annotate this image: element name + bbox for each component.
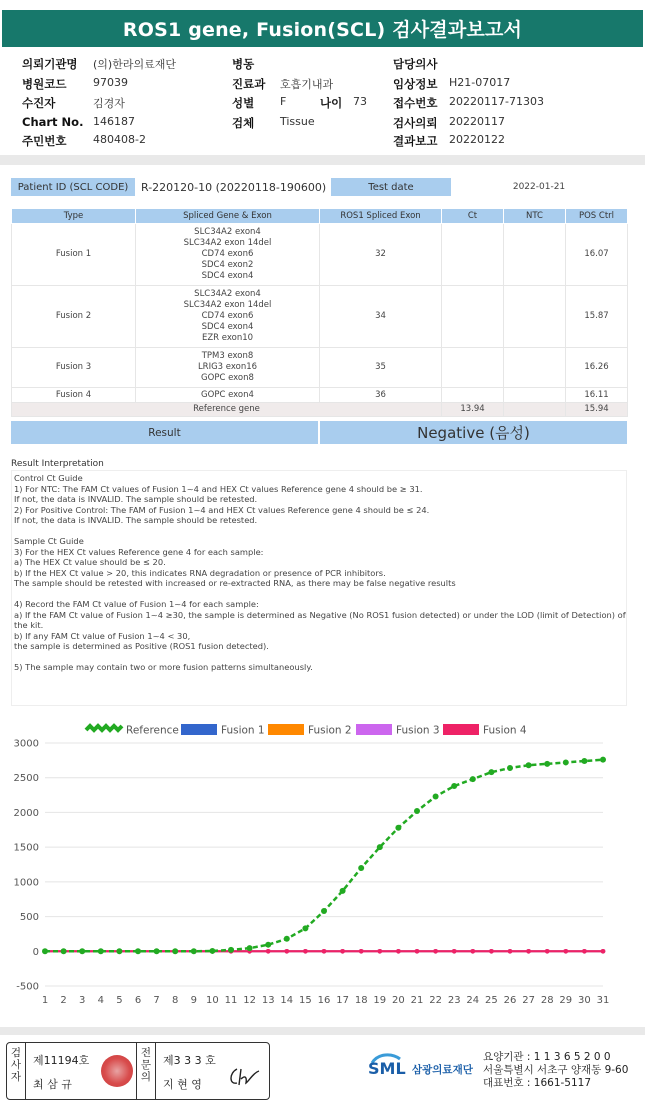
chart-no-value: 146187 [93,115,135,128]
sex-label: 성별 [232,96,255,110]
y-tick-label: 500 [19,912,39,924]
gene-item: SLC34A2 exon 14del [183,238,272,248]
legend-label: Fusion 1 [221,724,265,737]
reference-ntc [504,403,566,417]
data-point [98,948,104,954]
data-point [340,949,345,954]
data-point [61,948,67,954]
table-header-row [12,209,628,224]
data-point [79,948,85,954]
data-point [563,759,569,765]
address: 서울특별시 서초구 양재동 9-60 [483,1064,629,1076]
test-date-label: Test date [331,178,451,196]
row-ntc [504,388,566,403]
signature-box [6,1042,270,1100]
data-point [526,762,532,768]
gene-item: SLC34A2 exon 14del [183,300,272,310]
reference-ct: 13.94 [442,403,504,417]
interpretation-line: If not, the data is INVALID. The sample should be retested. [14,515,258,525]
data-point [508,949,513,954]
section-divider [0,155,645,165]
department-label: 진료과 [232,77,266,91]
data-point [582,949,587,954]
inspector-name: 최 삼 규 [33,1078,72,1091]
footer [0,1035,645,1105]
x-tick-label: 24 [466,995,480,1006]
row-ntc [504,286,566,348]
data-point [265,942,271,948]
data-point [321,908,327,914]
x-tick-label: 30 [578,995,591,1006]
interpretation-line: b) If any FAM Ct value of Fusion 1~4 < 30, [14,630,191,641]
series-line [45,760,603,952]
company-name: 삼광의료재단 [412,1064,473,1076]
y-tick-label: 1500 [13,842,39,854]
x-tick-label: 4 [97,995,104,1006]
ward-label: 병동 [232,57,255,71]
specialist-license: 제3 3 3 호 [163,1054,216,1067]
table-row [12,286,628,348]
data-point [209,948,215,954]
col-ct: Ct [442,209,504,224]
data-point [507,765,513,771]
chart-svg [0,718,630,1023]
phone: 대표번호 : 1661-5117 [483,1077,592,1089]
interpretation-line: the kit. [14,620,44,630]
row-ros1-exon: 36 [320,388,442,403]
receipt-label: 접수번호 [393,96,438,110]
data-point [247,945,253,951]
doctor-label: 담당의사 [393,57,438,71]
x-tick-label: 12 [243,995,256,1006]
data-point [377,844,383,850]
hospital-code-value: 97039 [93,76,128,89]
legend-swatch [268,724,304,735]
collector-label: 수진자 [22,96,56,110]
x-tick-label: 2 [60,995,67,1006]
data-point [172,948,178,954]
specialist-name: 지 현 영 [163,1078,202,1091]
request-label: 검사의뢰 [393,116,438,130]
y-tick-label: 2500 [13,773,39,785]
interpretation-title: Result Interpretation [11,459,104,469]
interpretation-line: the sample is determined as Positive (ROS1 fusion detected). [14,641,269,651]
company-info [483,1051,628,1090]
row-type: Fusion 3 [12,348,136,388]
seal-stamp-icon [101,1055,133,1087]
gene-item: CD74 exon6 [201,311,254,321]
interpretation-line [14,652,624,663]
inspector-label: 검 사 자 [10,1047,22,1083]
x-tick-label: 7 [153,995,160,1006]
results-table [11,208,628,417]
clinical-value: H21-07017 [449,76,511,89]
gene-item: SDC4 exon4 [201,322,254,332]
data-point [470,776,476,782]
report-title: ROS1 gene, Fusion(SCL) 검사결과보고서 [2,10,643,47]
row-ct [442,388,504,403]
data-point [488,769,494,775]
row-genes [136,286,320,348]
col-type: Type [12,209,136,224]
test-header [11,178,627,196]
interpretation-line: Control Ct Guide [14,473,83,483]
data-point [340,888,346,894]
gene-item: CD74 exon6 [201,249,254,259]
data-point [135,948,141,954]
data-point [396,949,401,954]
data-point [415,949,420,954]
data-point [433,793,439,799]
report-label: 결과보고 [393,134,438,148]
gene-item: GOPC exon8 [201,373,254,383]
gene-item: GOPC exon4 [201,389,254,400]
row-pos: 15.87 [566,286,628,348]
collector-value: 김경자 [93,97,125,110]
interpretation-line: 2) For Positive Control: The FAM of Fusion 1~4 and HEX Ct values Reference gene 4 should be ≤ 24. [14,504,430,515]
data-point [564,949,569,954]
legend-swatch [181,724,217,735]
y-tick-label: 0 [32,946,39,958]
test-date-value: 2022-01-21 [512,182,566,192]
data-point [601,949,606,954]
patient-info [0,52,645,152]
gene-item: SDC4 exon2 [201,260,254,270]
x-tick-label: 5 [116,995,123,1006]
interpretation-line [14,526,624,537]
data-point [600,757,606,763]
x-tick-label: 3 [79,995,86,1006]
data-point [322,949,327,954]
department-value: 호흡기내과 [280,78,334,91]
sml-logo [366,1049,478,1083]
gene-item: SDC4 exon4 [201,271,254,281]
data-point [471,949,476,954]
legend-swatch [443,724,479,735]
interpretation-line: The sample should be retested with increased or re-extracted RNA, as there may be false negative results [14,578,456,588]
data-point [285,949,290,954]
interpretation-line: 1) For NTC: The FAM Ct values of Fusion 1~4 and HEX Ct values Reference gene 4 should be ≥ 31. [14,483,423,494]
gene-item: SLC34A2 exon4 [194,289,261,299]
receipt-value: 20220117-71303 [449,95,544,108]
x-tick-label: 25 [485,995,498,1006]
legend-label: Fusion 4 [483,724,527,737]
row-pos: 16.11 [566,388,628,403]
x-tick-label: 1 [41,995,49,1006]
x-tick-label: 29 [559,995,573,1006]
gene-item: TPM3 exon8 [201,351,254,361]
care-org: 요양기관 : 1 1 3 6 5 2 0 0 [483,1051,611,1063]
data-point [451,783,457,789]
chart-no-label: Chart No. [22,115,84,129]
data-point [266,949,271,954]
interpretation-line: If not, the data is INVALID. The sample should be retested. [14,494,258,504]
data-point [154,948,160,954]
patient-id-label: Patient ID (SCL CODE) [11,178,135,196]
age-value: 73 [353,95,367,108]
data-point [526,949,531,954]
data-point [116,948,122,954]
hospital-code-label: 병원코드 [22,77,67,91]
x-tick-label: 19 [373,995,387,1006]
data-point [42,948,48,954]
legend-swatch [356,724,392,735]
data-point [414,808,420,814]
reference-pos: 15.94 [566,403,628,417]
interpretation-box [11,470,627,706]
specimen-value: Tissue [280,115,315,128]
legend-swatch [86,726,122,730]
age-label: 나이 [320,96,343,110]
row-ct [442,286,504,348]
x-tick-label: 17 [336,995,349,1006]
resident-no-label: 주민번호 [22,134,67,148]
data-point [581,758,587,764]
row-ct [442,348,504,388]
gene-item: SLC34A2 exon4 [194,227,261,237]
x-tick-label: 20 [392,995,405,1006]
row-ros1-exon: 35 [320,348,442,388]
interpretation-line: b) If the HEX Ct value > 20, this indicates RNA degradation or presence of PCR inhibitors. [14,567,386,578]
result-label: Result [11,421,318,444]
data-point [378,949,383,954]
row-ntc [504,348,566,388]
col-pos: POS Ctrl [566,209,628,224]
data-point [228,947,234,953]
row-pos: 16.07 [566,224,628,286]
interpretation-line: 4) Record the FAM Ct value of Fusion 1~4 for each sample: [14,599,259,609]
x-tick-label: 21 [410,995,424,1006]
data-point [284,936,290,942]
y-tick-label: 2000 [13,807,39,819]
interpretation-line: 3) For the HEX Ct values Reference gene 4 for each sample: [14,546,264,557]
x-tick-label: 26 [503,995,517,1006]
x-tick-label: 28 [540,995,554,1006]
x-tick-label: 9 [190,995,197,1006]
row-ros1-exon: 34 [320,286,442,348]
x-tick-label: 14 [280,995,294,1006]
x-tick-label: 15 [299,995,312,1006]
col-ros1-exon: ROS1 Spliced Exon [320,209,442,224]
row-genes [136,224,320,286]
x-tick-label: 8 [172,995,179,1006]
resident-no-value: 480408-2 [93,133,146,146]
table-row [12,388,628,403]
data-point [395,825,401,831]
y-tick-label: 1000 [13,877,39,889]
x-tick-label: 13 [261,995,275,1006]
data-point [545,949,550,954]
row-ros1-exon: 32 [320,224,442,286]
legend-label: Fusion 3 [396,724,440,737]
x-tick-label: 27 [522,995,535,1006]
specimen-label: 검체 [232,116,255,130]
interpretation-line: 5) The sample may contain two or more fusion patterns simultaneously. [14,662,313,672]
gene-item: LRIG3 exon16 [197,362,258,372]
amplification-chart [0,718,630,1023]
data-point [302,925,308,931]
gene-item: EZR exon10 [201,333,254,343]
x-tick-label: 10 [206,995,219,1006]
row-ntc [504,224,566,286]
x-tick-label: 22 [429,995,442,1006]
data-point [489,949,494,954]
specialist-label: 전 문 의 [140,1047,152,1083]
row-ct [442,224,504,286]
interpretation-line [14,589,624,600]
row-type: Fusion 4 [12,388,136,403]
inspector-license: 제11194호 [33,1054,90,1067]
data-point [544,761,550,767]
signature-icon [227,1065,263,1089]
institution-label: 의뢰기관명 [22,57,78,71]
interpretation-line: Sample Ct Guide [14,536,84,546]
row-type: Fusion 1 [12,224,136,286]
data-point [358,865,364,871]
legend-label: Fusion 2 [308,724,352,737]
reference-row [12,403,628,417]
y-tick-label: -500 [16,981,39,993]
y-tick-label: 3000 [13,738,39,750]
institution-value: (의)한라의료재단 [93,58,176,71]
row-genes [136,348,320,388]
row-genes [136,388,320,403]
sex-value: F [280,95,287,108]
col-genes: Spliced Gene & Exon [136,209,320,224]
x-tick-label: 31 [596,995,610,1006]
report-value: 20220122 [449,133,505,146]
data-point [359,949,364,954]
footer-divider [0,1027,645,1035]
patient-id-value: R-220120-10 (20220118-190600) [141,180,327,194]
result-row [11,421,627,444]
col-ntc: NTC [504,209,566,224]
reference-label: Reference gene [12,403,442,417]
interpretation-line: a) The HEX Ct value should be ≤ 20. [14,557,166,567]
data-point [303,949,308,954]
data-point [191,948,197,954]
row-type: Fusion 2 [12,286,136,348]
request-value: 20220117 [449,115,505,128]
clinical-label: 임상정보 [393,77,438,91]
data-point [433,949,438,954]
logo-text: SML [368,1059,406,1078]
row-pos: 16.26 [566,348,628,388]
result-value: Negative (음성) [320,421,627,444]
legend-label: Reference [126,724,179,737]
x-tick-label: 16 [317,995,331,1006]
x-tick-label: 6 [134,995,142,1006]
table-row [12,224,628,286]
table-row [12,348,628,388]
x-tick-label: 23 [447,995,461,1006]
x-tick-label: 11 [224,995,238,1006]
interpretation-line: a) If the FAM Ct value of Fusion 1~4 ≥30, the sample is determined as Negative (No ROS1 fusion detected) or under the LOD (limit of Detection) of [14,609,626,620]
data-point [452,949,457,954]
x-tick-label: 18 [354,995,368,1006]
